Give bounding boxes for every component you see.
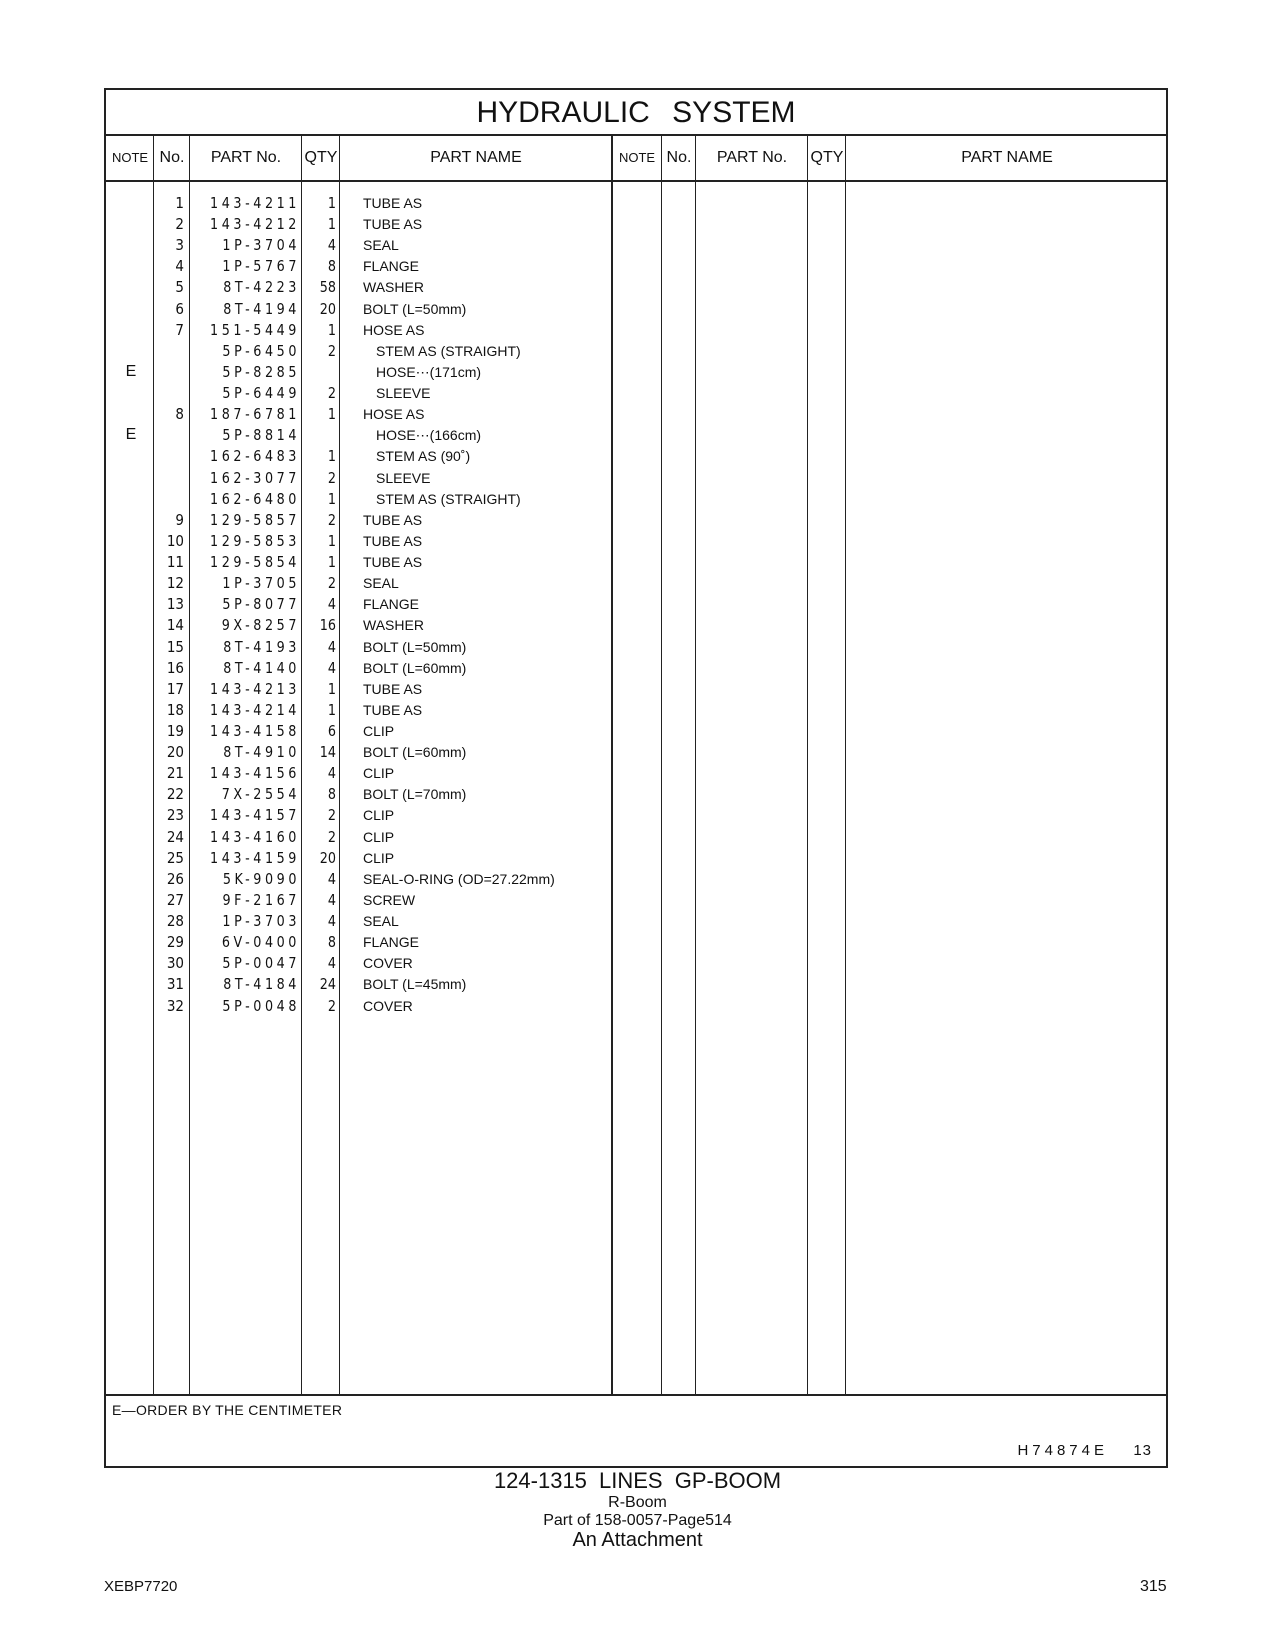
row-quantity: 24 <box>319 975 336 994</box>
row-quantity: 2 <box>327 510 336 529</box>
reference-page: 13 <box>1133 1442 1152 1459</box>
row-part-number: 129-5853 <box>210 531 300 550</box>
row-part-name: STEM AS (STRAIGHT) <box>376 342 521 359</box>
row-part-number: 8T-4910 <box>223 743 300 762</box>
row-item-number: 3 <box>175 236 184 255</box>
table-row <box>106 804 1166 826</box>
row-item-number: 28 <box>166 912 184 931</box>
row-quantity: 2 <box>327 341 336 360</box>
header-part-name: PART NAME <box>430 149 522 166</box>
row-part-name: SCREW <box>363 891 416 908</box>
header-part-name-right: PART NAME <box>961 149 1053 166</box>
row-part-name: TUBE AS <box>363 532 423 549</box>
row-part-name: CLIP <box>363 723 395 739</box>
row-quantity: 4 <box>327 658 336 677</box>
row-part-number: 6V-0400 <box>221 933 300 952</box>
row-quantity: 8 <box>327 257 336 276</box>
footnote: E—ORDER BY THE CENTIMETER <box>112 1402 343 1418</box>
row-part-name: WASHER <box>363 279 424 296</box>
table-row <box>106 255 1166 277</box>
row-part-name: FLANGE <box>363 934 420 951</box>
row-part-number: 8T-4194 <box>223 299 300 318</box>
header-qty: QTY <box>304 149 338 166</box>
row-part-number: 162-6480 <box>210 489 300 508</box>
row-item-number: 6 <box>175 299 184 318</box>
row-part-name: SEAL <box>363 575 399 592</box>
row-quantity: 2 <box>327 468 336 487</box>
row-part-number: 9F-2167 <box>222 890 300 909</box>
section-title: HYDRAULIC SYSTEM <box>106 90 1166 136</box>
row-quantity: 1 <box>327 215 336 234</box>
table-row <box>106 382 1166 404</box>
row-part-name: COVER <box>363 955 413 972</box>
row-quantity: 4 <box>327 637 336 656</box>
row-part-number: 143-4213 <box>210 679 300 698</box>
header-part-no-right: PART No. <box>716 149 788 166</box>
row-part-name: FLANGE <box>363 258 420 275</box>
row-item-number: 23 <box>166 806 184 825</box>
caption-attachment: An Attachment <box>572 1529 703 1551</box>
parts-list-frame <box>104 88 1168 1468</box>
row-item-number: 26 <box>166 869 184 888</box>
row-part-name: BOLT (L=50mm) <box>363 300 467 317</box>
parts-table-body <box>106 182 1166 1394</box>
row-quantity: 8 <box>327 785 336 804</box>
row-quantity: 1 <box>327 553 336 572</box>
table-row <box>106 403 1166 425</box>
row-part-number: 5P-6450 <box>222 341 300 360</box>
header-note: NOTE <box>111 150 149 165</box>
row-part-number: 1P-5767 <box>222 257 300 276</box>
table-row <box>106 509 1166 531</box>
page-caption <box>0 1468 1275 1550</box>
row-part-name: HOSE⋯(166cm) <box>376 427 482 444</box>
table-row <box>106 826 1166 848</box>
row-part-name: BOLT (L=70mm) <box>363 786 467 803</box>
row-part-name: HOSE⋯(171cm) <box>376 363 482 380</box>
table-row <box>106 213 1166 235</box>
row-quantity: 20 <box>319 299 336 318</box>
row-item-number: 10 <box>166 531 184 550</box>
row-part-number: 1P-3705 <box>222 574 300 593</box>
row-part-name: CLIP <box>363 807 395 824</box>
row-quantity: 20 <box>319 848 336 867</box>
row-item-number: 31 <box>166 975 184 994</box>
table-row <box>106 445 1166 467</box>
row-item-number: 24 <box>166 827 184 846</box>
table-footer <box>106 1394 1166 1468</box>
row-part-name: CLIP <box>363 849 395 866</box>
row-quantity: 1 <box>327 489 336 508</box>
table-row <box>106 952 1166 974</box>
row-quantity: 58 <box>319 278 336 297</box>
row-quantity: 16 <box>319 616 336 635</box>
row-part-number: 143-4160 <box>210 827 300 846</box>
caption-subtitle: R-Boom <box>608 1494 667 1511</box>
table-row <box>106 593 1166 615</box>
row-part-number: 143-4156 <box>210 764 300 783</box>
row-part-name: HOSE AS <box>363 321 425 338</box>
table-row <box>106 361 1166 383</box>
row-part-number: 143-4211 <box>210 194 300 212</box>
row-part-number: 143-4212 <box>210 215 300 234</box>
row-part-name: SLEEVE <box>376 385 431 402</box>
table-row <box>106 551 1166 573</box>
row-part-number: 5P-8814 <box>222 426 300 445</box>
row-item-number: 5 <box>175 278 184 297</box>
caption-part-of: Part of 158-0057-Page514 <box>543 1512 732 1529</box>
row-part-number: 7X-2554 <box>221 785 300 804</box>
table-row <box>106 319 1166 341</box>
row-part-name: CLIP <box>363 765 395 782</box>
row-quantity: 1 <box>327 700 336 719</box>
row-quantity: 4 <box>327 954 336 973</box>
table-row <box>106 657 1166 679</box>
row-part-name: TUBE AS <box>363 680 423 697</box>
table-row <box>106 530 1166 552</box>
header-no-right: No. <box>666 149 692 166</box>
row-part-number: 1P-3703 <box>222 912 300 931</box>
row-part-number: 143-4158 <box>210 722 300 740</box>
row-part-number: 5P-8077 <box>222 595 300 614</box>
table-row <box>106 931 1166 953</box>
row-note: E <box>125 426 137 444</box>
table-row <box>106 572 1166 594</box>
row-part-number: 5P-6449 <box>222 384 300 403</box>
caption-group-title: 124-1315 LINES GP-BOOM <box>493 1468 782 1493</box>
row-part-name: BOLT (L=60mm) <box>363 744 467 761</box>
table-row <box>106 762 1166 784</box>
table-row <box>106 488 1166 510</box>
row-item-number: 32 <box>166 996 184 1015</box>
table-row <box>106 467 1166 489</box>
row-item-number: 19 <box>166 722 184 740</box>
row-quantity: 4 <box>327 890 336 909</box>
row-quantity: 1 <box>327 194 336 212</box>
row-quantity: 4 <box>327 869 336 888</box>
row-quantity: 2 <box>327 996 336 1015</box>
header-note-right: NOTE <box>618 150 656 165</box>
row-quantity: 1 <box>327 320 336 339</box>
row-item-number: 16 <box>166 658 184 677</box>
row-item-number: 27 <box>166 890 184 909</box>
row-item-number: 15 <box>166 637 184 656</box>
row-part-number: 143-4214 <box>210 700 300 719</box>
row-part-number: 8T-4223 <box>223 278 300 297</box>
row-part-number: 8T-4184 <box>223 975 300 994</box>
row-quantity: 1 <box>327 447 336 466</box>
row-part-number: 129-5857 <box>210 510 300 529</box>
row-quantity: 4 <box>327 595 336 614</box>
row-quantity: 1 <box>327 679 336 698</box>
row-quantity: 4 <box>327 912 336 931</box>
row-item-number: 12 <box>166 574 184 593</box>
row-part-name: TUBE AS <box>363 195 423 211</box>
row-part-name: WASHER <box>363 617 424 634</box>
row-part-name: TUBE AS <box>363 554 423 571</box>
row-part-name: BOLT (L=60mm) <box>363 659 467 676</box>
row-quantity: 4 <box>327 764 336 783</box>
header-qty-right: QTY <box>810 149 844 166</box>
table-row <box>106 614 1166 636</box>
row-part-number: 9X-8257 <box>221 616 300 635</box>
row-part-name: COVER <box>363 997 413 1014</box>
row-item-number: 25 <box>166 848 184 867</box>
row-part-number: 1P-3704 <box>222 236 300 255</box>
table-row <box>106 910 1166 932</box>
table-row <box>106 234 1166 256</box>
row-quantity: 2 <box>327 384 336 403</box>
header-part-no: PART No. <box>210 149 282 166</box>
row-part-number: 5P-0048 <box>222 996 300 1015</box>
reference-code: H74874E <box>1017 1442 1108 1459</box>
row-part-number: 143-4157 <box>210 806 300 825</box>
table-row <box>106 783 1166 805</box>
row-part-number: 129-5854 <box>210 553 300 572</box>
row-item-number: 14 <box>166 616 184 635</box>
row-item-number: 11 <box>166 553 184 572</box>
row-part-number: 187-6781 <box>210 405 300 424</box>
table-row <box>106 889 1166 911</box>
row-quantity: 2 <box>327 806 336 825</box>
row-part-name: TUBE AS <box>363 216 423 233</box>
row-part-name: SEAL-O-RING (OD=27.22mm) <box>363 870 555 887</box>
row-part-number: 8T-4193 <box>223 637 300 656</box>
row-part-name: SLEEVE <box>376 469 431 486</box>
row-part-number: 5K-9090 <box>222 869 300 888</box>
row-quantity: 2 <box>327 574 336 593</box>
row-part-name: SEAL <box>363 913 399 930</box>
row-part-number: 162-3077 <box>210 468 300 487</box>
row-item-number: 13 <box>166 595 184 614</box>
row-item-number: 17 <box>166 679 184 698</box>
table-row <box>106 741 1166 763</box>
row-part-name: TUBE AS <box>363 511 423 528</box>
header-no: No. <box>159 149 185 166</box>
row-item-number: 2 <box>175 215 184 234</box>
table-row <box>106 678 1166 700</box>
row-item-number: 4 <box>175 257 184 276</box>
document-id: XEBP7720 <box>104 1578 178 1595</box>
row-item-number: 1 <box>175 194 184 212</box>
row-quantity: 8 <box>327 933 336 952</box>
table-row <box>106 995 1166 1017</box>
row-item-number: 30 <box>166 954 184 973</box>
row-part-number: 151-5449 <box>210 320 300 339</box>
row-quantity: 2 <box>327 827 336 846</box>
row-part-number: 5P-8285 <box>222 362 300 381</box>
row-item-number: 9 <box>175 510 184 529</box>
table-row <box>106 636 1166 658</box>
row-item-number: 20 <box>166 743 184 762</box>
table-row <box>106 424 1166 446</box>
row-part-number: 162-6483 <box>210 447 300 466</box>
row-part-name: BOLT (L=45mm) <box>363 976 467 993</box>
row-item-number: 7 <box>175 320 184 339</box>
table-header-row <box>106 136 1166 182</box>
row-part-number: 8T-4140 <box>223 658 300 677</box>
row-item-number: 22 <box>166 785 184 804</box>
table-row <box>106 298 1166 320</box>
row-quantity: 14 <box>319 743 336 762</box>
row-quantity: 6 <box>327 722 336 740</box>
table-row <box>106 276 1166 298</box>
row-item-number: 18 <box>166 700 184 719</box>
table-row <box>106 973 1166 995</box>
row-item-number: 29 <box>166 933 184 952</box>
row-part-name: TUBE AS <box>363 701 423 718</box>
row-part-name: CLIP <box>363 828 395 845</box>
row-item-number: 21 <box>166 764 184 783</box>
row-quantity: 1 <box>327 531 336 550</box>
row-note: E <box>125 362 137 380</box>
table-row <box>106 340 1166 362</box>
page-number: 315 <box>1140 1578 1167 1595</box>
row-part-name: STEM AS (STRAIGHT) <box>376 490 521 507</box>
table-row <box>106 868 1166 890</box>
row-quantity: 1 <box>327 405 336 424</box>
table-row <box>106 192 1166 214</box>
row-part-name: BOLT (L=50mm) <box>363 638 467 655</box>
row-part-name: HOSE AS <box>363 406 425 423</box>
table-row <box>106 720 1166 742</box>
row-quantity: 4 <box>327 236 336 255</box>
row-part-number: 143-4159 <box>210 848 300 867</box>
row-item-number: 8 <box>175 405 184 424</box>
row-part-number: 5P-0047 <box>222 954 300 973</box>
table-row <box>106 699 1166 721</box>
row-part-name: SEAL <box>363 237 399 254</box>
row-part-name: FLANGE <box>363 596 420 613</box>
row-part-name: STEM AS (90˚) <box>376 448 471 465</box>
table-row <box>106 847 1166 869</box>
